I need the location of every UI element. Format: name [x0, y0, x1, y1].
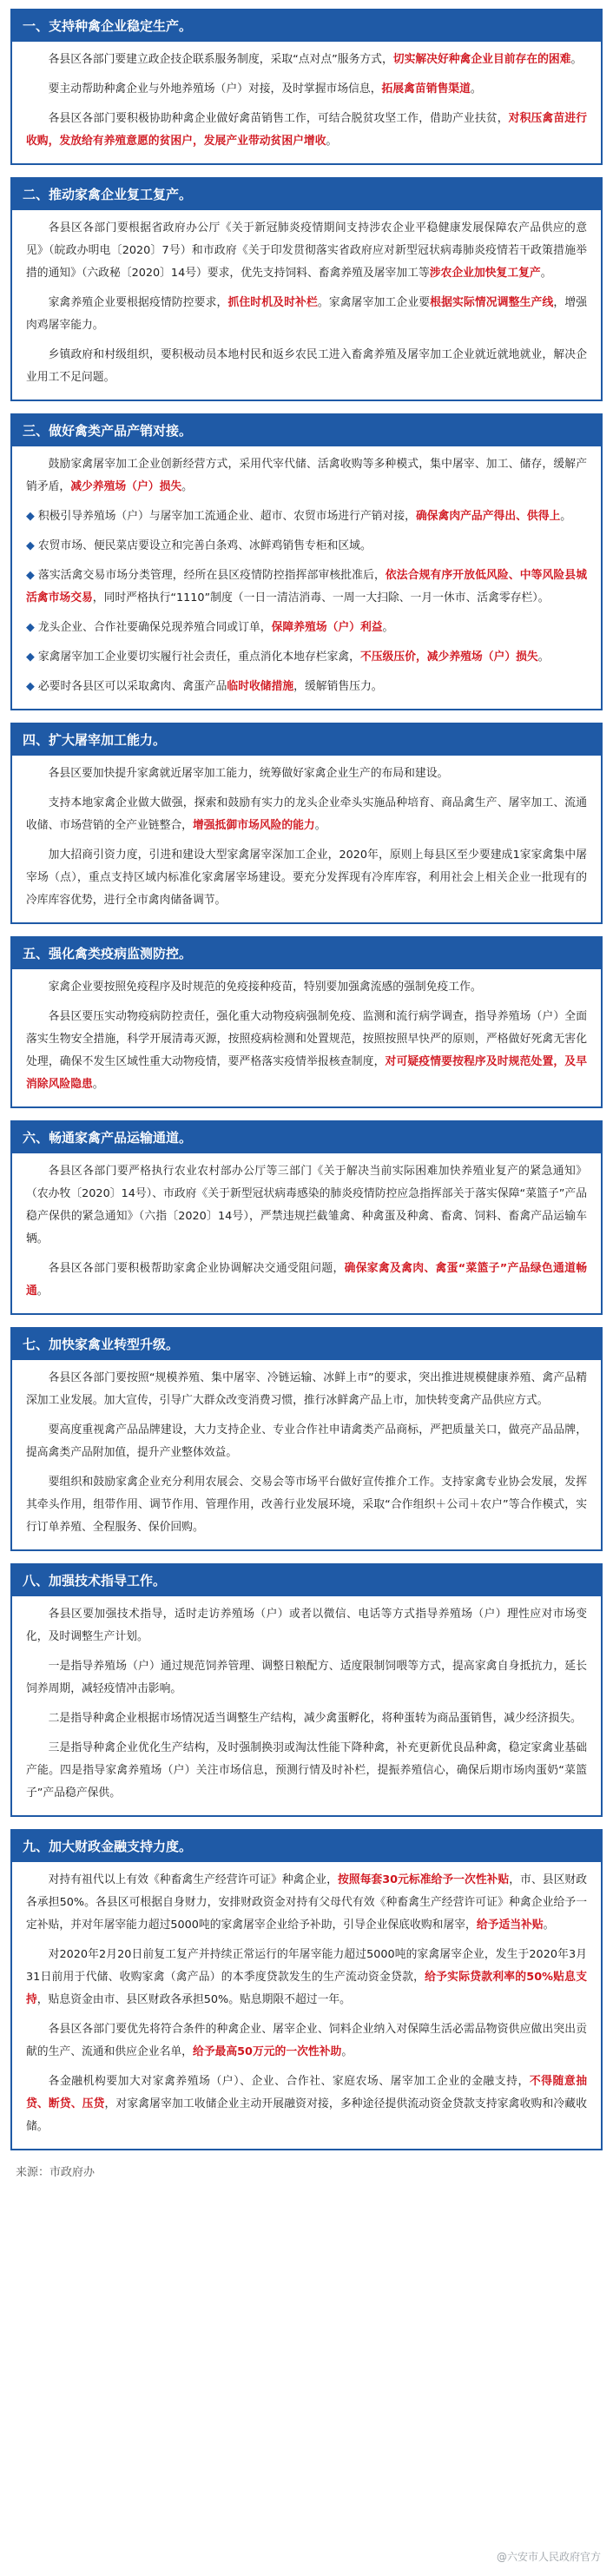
- bullet-item: [26, 565, 587, 610]
- text: ，市、县区财政各承担50%。各县区可根据自身财力，安排财政资金对持有父母代有效《种畜禽生产经营许可证》种禽企业给予一定补贴，并对年屠宰能力超过5000吨的家禽屠宰企业给予补助，引导企业保底收购和屠宰，: [26, 1873, 588, 1932]
- paragraph: [26, 1160, 587, 1251]
- section-title: 五、强化禽类疫病监测防控。: [12, 938, 601, 969]
- highlight-text: 拓展禽苗销售渠道: [381, 83, 471, 96]
- bullet-diamond-icon: ◆: [26, 510, 35, 523]
- text: 三是指导种禽企业优化生产结构，及时强制换羽或淘汰性能下降种禽，补充更新优良品种禽，稳定家禽业基础产能。四是指导家禽养殖场（户）关注市场信息，预测行情及时补栏，提振养殖信心，确保后期市场肉蛋奶“菜篮子”产品稳产保供。: [26, 1741, 587, 1800]
- bullet-diamond-icon: ◆: [26, 539, 35, 552]
- section-title: 四、扩大屠宰加工能力。: [12, 724, 601, 756]
- paragraph: [26, 108, 587, 153]
- paragraph: [26, 2018, 587, 2064]
- section-title: 二、推动家禽企业复工复产。: [12, 179, 601, 210]
- paragraph: [26, 763, 587, 785]
- text: 。: [382, 621, 394, 634]
- text: 各县区要压实动物疫病防控责任，强化重大动物疫病强制免疫、监测和流行病学调查，指导养殖场（户）全面落实生物安全措施，科学开展清毒灭源，按照疫病检测和处置规范，按照按照早快严的原则，严格做好死禽无害化处理，确保不发生区域性重大动物疫情，要严格落实疫情举报核查制度，: [26, 1010, 587, 1068]
- paragraph: [26, 1258, 587, 1303]
- highlight-text: 对积压禽苗进行收购，发放给有养殖意愿的贫困户，发展产业带动贫困户增收: [26, 112, 588, 148]
- paragraph: [26, 1603, 587, 1648]
- section-title: 七、加快家禽业转型升级。: [12, 1329, 601, 1360]
- text: 。: [181, 480, 193, 493]
- bullet-item: [26, 676, 587, 698]
- text: 各县区要加快提升家禽就近屠宰加工能力，统筹做好家禽企业生产的布局和建设。: [48, 767, 449, 780]
- highlight-text: 增强抵御市场风险的能力: [192, 819, 315, 832]
- paragraph: [26, 78, 587, 101]
- text: 。: [537, 651, 550, 664]
- section-body: [12, 446, 601, 709]
- text: 必要时各县区可以采取禽肉、禽蛋产品: [37, 680, 227, 693]
- source-line: 来源：市政府办: [16, 2166, 96, 2179]
- highlight-text: 临时收储措施: [227, 680, 294, 693]
- text: ，对家禽屠宰加工收储企业主动开展融资对接，多种途径提供流动资金贷款支持家禽收购和冷藏收储。: [26, 2097, 588, 2133]
- section-title: 三、做好禽类产品产销对接。: [12, 415, 601, 446]
- text: 对持有祖代以上有效《种畜禽生产经营许可证》种禽企业，: [48, 1873, 338, 1886]
- bullet-diamond-icon: ◆: [26, 680, 35, 693]
- text: 。: [341, 2045, 353, 2058]
- text: 加大招商引资力度，引进和建设大型家禽屠宰深加工企业，2020年，原则上每县区至少要建成1家家禽集中屠宰场（点），重点支持区域内标准化家禽屠宰场建设。要充分发挥现有冷库库容，利用社会上相关企业一批现有的冷库库容优势，进行全市禽肉储备调节。: [26, 849, 587, 907]
- text: 。: [543, 1919, 555, 1932]
- text: 。: [92, 1078, 104, 1091]
- text: 各县区各部门要积极协助种禽企业做好禽苗销售工作，可结合脱贫攻坚工作，借助产业扶贫，: [48, 112, 509, 125]
- text: 各县区各部门要严格执行农业农村部办公厅等三部门《关于解决当前实际困难加快养殖业复产的紧急通知》（农办牧〔2020〕14号）、市政府《关于新型冠状病毒感染的肺炎疫情防控应急指挥部关于落实保障“菜篮子”产品稳产保供的紧急通知》（六指〔2020〕14号），严禁违规拦截雏禽、种禽蛋及种禽、畜禽、饲料、畜禽产品运输车辆。: [26, 1165, 587, 1245]
- section-body: [12, 210, 601, 400]
- section-title: 八、加强技术指导工作。: [12, 1565, 601, 1596]
- text: 家禽养殖企业要根据疫情防控要求，: [48, 296, 228, 309]
- paragraph: [26, 1419, 587, 1464]
- watermark: @六安市人民政府官方: [496, 2551, 601, 2563]
- section-3: [10, 413, 603, 710]
- text: 。: [570, 53, 583, 66]
- text: 支持本地家禽企业做大做强，探索和鼓励有实力的龙头企业牵头实施品种培育、商品禽生产、屠宰加工、流通收储、市场营销的全产业链整合，: [26, 796, 587, 832]
- bullet-diamond-icon: ◆: [26, 569, 35, 582]
- text: 。: [326, 135, 338, 148]
- section-9: [10, 1829, 603, 2150]
- paragraph: [26, 453, 587, 499]
- text: 家禽屠宰加工企业要切实履行社会责任，重点消化本地存栏家禽，: [37, 651, 360, 664]
- bullet-item: [26, 646, 587, 669]
- paragraph: [26, 2071, 587, 2138]
- text: 各县区要加强技术指导，适时走访养殖场（户）或者以微信、电话等方式指导养殖场（户）理性应对市场变化，及时调整生产计划。: [26, 1608, 587, 1643]
- text: 一是指导养殖场（户）通过规范饲养管理、调整日粮配方、适度限制饲喂等方式，提高家禽自身抵抗力，延长饲养周期，减轻疫情冲击影响。: [26, 1660, 587, 1695]
- bullet-item: [26, 505, 587, 528]
- paragraph: [26, 292, 587, 337]
- text: 对2020年2月20日前复工复产并持续正常运行的年屠宰能力超过5000吨的家禽屠宰企业，发生于2020年3月31日前用于代储、收购家禽（禽产品）的本季度贷款发生的生产流动资金贷款，: [26, 1948, 587, 1984]
- paragraph: [26, 976, 587, 999]
- text: 家禽企业要按照免疫程序及时规范的免疫接种疫苗，特别要加强禽流感的强制免疫工作。: [48, 981, 482, 994]
- section-body: [12, 1153, 601, 1313]
- text: ，缓解销售压力。: [293, 680, 383, 693]
- bullet-diamond-icon: ◆: [26, 621, 35, 634]
- sections-container: [10, 9, 603, 2150]
- highlight-text: 确保禽肉产品产得出、供得上: [415, 510, 561, 523]
- highlight-text: 根据实际情况调整生产线: [430, 296, 554, 309]
- paragraph: [26, 1655, 587, 1701]
- bullet-item: [26, 617, 587, 639]
- text: 。: [314, 819, 326, 832]
- section-body: [12, 1360, 601, 1549]
- paragraph: [26, 1367, 587, 1412]
- text: 要高度重视禽产品品牌建设，大力支持企业、专业合作社申请禽类产品商标，严把质量关口，做亮产品品牌，提高禽类产品附加值，提升产业整体效益。: [26, 1423, 587, 1459]
- highlight-text: 依法合规有序开放低风险、中等风险县城活禽市场交易: [26, 569, 588, 604]
- paragraph: [26, 1471, 587, 1539]
- bullet-diamond-icon: ◆: [26, 651, 35, 664]
- section-title: 一、支持种禽企业稳定生产。: [12, 10, 601, 42]
- text: 。家禽屠宰加工企业要: [317, 296, 431, 309]
- section-1: [10, 9, 603, 165]
- text: 二是指导种禽企业根据市场情况适当调整生产结构，减少禽蛋孵化，将种蛋转为商品蛋销售，减少经济损失。: [48, 1712, 582, 1725]
- section-body: [12, 1596, 601, 1815]
- text: 农贸市场、便民菜店要设立和完善白条鸡、冰鲜鸡销售专柜和区域。: [37, 539, 372, 552]
- section-body: [12, 756, 601, 922]
- text: 各县区各部门要按照“规模养殖、集中屠宰、冷链运输、冰鲜上市”的要求，突出推进规模健康养殖、禽产品精深加工业发展。加大宣传，引导广大群众改变消费习惯，推行冰鲜禽产品上市，加快转变禽产品供应方式。: [26, 1371, 587, 1407]
- section-title: 六、畅通家禽产品运输通道。: [12, 1122, 601, 1153]
- paragraph: [26, 1944, 587, 2011]
- text: 。: [560, 510, 572, 523]
- text: ，增强肉鸡屠宰能力。: [26, 296, 588, 332]
- text: 乡镇政府和村级组织，要积极动员本地村民和返乡农民工进入畜禽养殖及屠宰加工企业就近就地就业，解决企业用工不足问题。: [26, 348, 587, 384]
- text: 要主动帮助种禽企业与外地养殖场（户）对接，及时掌握市场信息，: [48, 83, 382, 96]
- bullet-item: [26, 535, 587, 558]
- section-4: [10, 723, 603, 924]
- text: 各县区各部门要建立政企技企联系服务制度，采取“点对点”服务方式，: [48, 53, 393, 66]
- text: 落实活禽交易市场分类管理，经所在县区疫情防控指挥部审核批准后，: [37, 569, 386, 582]
- highlight-text: 确保家禽及禽肉、禽蛋“菜篮子”产品绿色通道畅通: [26, 1262, 588, 1298]
- highlight-text: 给予实际贷款利率的50%贴息支持: [26, 1971, 587, 2006]
- section-6: [10, 1120, 603, 1315]
- text: 各县区各部门要积极帮助家禽企业协调解决交通受阻问题，: [48, 1262, 345, 1275]
- text: 鼓励家禽屠宰加工企业创新经营方式，采用代宰代储、活禽收购等多种模式，集中屠宰、加工、储存，缓解产销矛盾，: [26, 458, 587, 493]
- section-body: [12, 42, 601, 163]
- paragraph: [26, 49, 587, 71]
- section-body: [12, 1862, 601, 2149]
- paragraph: [26, 217, 587, 285]
- text: 各县区各部门要优先将符合条件的种禽企业、屠宰企业、饲料企业纳入对保障生活必需品物资供应做出突出贡献的生产、流通和供应企业名单，: [26, 2023, 587, 2058]
- highlight-text: 切实解决好种禽企业目前存在的困难: [392, 53, 571, 66]
- paragraph: [26, 1737, 587, 1805]
- text: ，同时严格执行“1110”制度（一日一清洁消毒、一周一大扫除、一月一休市、活禽零存栏）。: [92, 591, 550, 604]
- highlight-text: 减少养殖场（户）损失: [70, 480, 182, 493]
- section-5: [10, 936, 603, 1108]
- text: 。: [36, 1285, 49, 1298]
- highlight-text: 不压级压价，减少养殖场（户）损失: [359, 651, 538, 664]
- highlight-text: 不得随意抽贷、断贷、压贷: [26, 2075, 588, 2110]
- section-7: [10, 1327, 603, 1551]
- highlight-text: 给予最高50万元的一次性补助: [192, 2045, 342, 2058]
- section-title: 九、加大财政金融支持力度。: [12, 1831, 601, 1862]
- text: ，贴息资金由市、县区财政各承担50%。贴息期限不超过一年。: [36, 1993, 351, 2006]
- section-2: [10, 177, 603, 401]
- highlight-text: 保障养殖场（户）利益: [271, 621, 383, 634]
- paragraph: [26, 1707, 587, 1730]
- paragraph: [26, 792, 587, 837]
- highlight-text: 给予适当补贴: [476, 1919, 544, 1932]
- text: 龙头企业、合作社要确保兑现养殖合同或订单，: [37, 621, 272, 634]
- paragraph: [26, 344, 587, 389]
- paragraph: [26, 1869, 587, 1937]
- text: 。: [470, 83, 482, 96]
- section-8: [10, 1563, 603, 1817]
- highlight-text: 抓住时机及时补栏: [227, 296, 318, 309]
- text: 要组织和鼓励家禽企业充分利用农展会、交易会等市场平台做好宣传推介工作。支持家禽专业协会发展，发挥其牵头作用，组带作用、调节作用、管理作用，改善行业发展环境，采取“合作组织＋公司＋农户”等合作模式，实行订单养殖、全程服务、保价回购。: [26, 1476, 587, 1534]
- highlight-text: 涉农企业加快复工复产: [429, 267, 541, 280]
- text: 积极引导养殖场（户）与屠宰加工流通企业、超市、农贸市场进行产销对接，: [37, 510, 416, 523]
- text: 。: [540, 267, 552, 280]
- paragraph: [26, 844, 587, 912]
- text: 各县区各部门要根据省政府办公厅《关于新冠肺炎疫情期间支持涉农企业平稳健康发展保障农产品供应的意见》（皖政办明电〔2020〕7号）和市政府《关于印发贯彻落实省政府应对新型冠状病毒肺炎疫情若干政策措施举措的通知》（六政秘〔2020〕14号）要求，优先支持饲料、畜禽养殖及屠宰加工等: [26, 221, 587, 280]
- text: 各金融机构要加大对家禽养殖场（户）、企业、合作社、家庭农场、屠宰加工企业的金融支持，: [48, 2075, 530, 2088]
- paragraph: [26, 1006, 587, 1096]
- highlight-text: 按照每套30元标准给予一次性补贴: [337, 1873, 510, 1886]
- highlight-text: 对可疑疫情要按程序及时规范处置，及早消除风险隐患: [26, 1055, 588, 1091]
- section-body: [12, 969, 601, 1106]
